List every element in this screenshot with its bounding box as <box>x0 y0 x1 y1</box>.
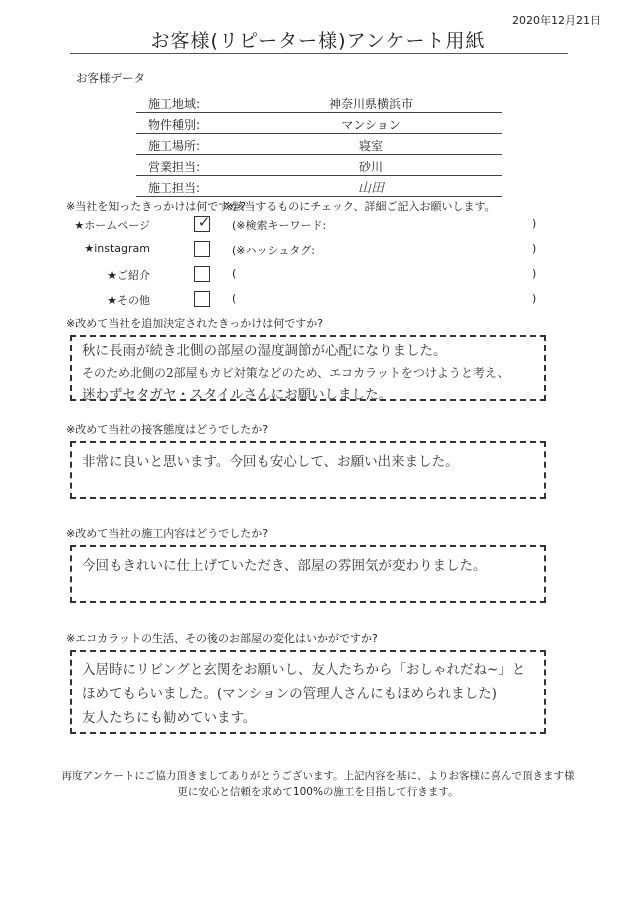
option-instagram-label: ★instagram <box>84 242 150 255</box>
q5-answer-line: 友人たちにも勧めています。 <box>82 710 257 726</box>
q5-answer-box[interactable] <box>70 650 546 734</box>
option-other-checkbox[interactable] <box>194 291 210 307</box>
option-instagram-close: ) <box>532 242 537 255</box>
q3-answer-box[interactable] <box>70 441 546 499</box>
property-type-label: 物件種別: <box>148 118 201 132</box>
title-underline <box>70 53 568 54</box>
area-label: 施工地域: <box>148 97 201 111</box>
location-value: 寝室 <box>358 139 383 153</box>
option-instagram-field: (※ハッシュタグ: <box>232 244 315 257</box>
footer-message <box>0 768 636 800</box>
option-homepage-field: (※検索キーワード: <box>232 219 327 232</box>
sales-label: 営業担当: <box>148 160 201 174</box>
q4-answer-line: 今回もきれいに仕上げていただき、部屋の雰囲気が変わりました。 <box>82 558 487 574</box>
q3-answer-line: 非常に良いと思います。今回も安心して、お願い出来ました。 <box>82 454 459 470</box>
sales-value: 砂川 <box>358 160 383 174</box>
option-referral-close: ) <box>532 267 537 280</box>
customer-row-property-type <box>136 113 502 134</box>
q2-question: ※改めて当社を追加決定されたきっかけは何ですか? <box>66 317 324 330</box>
customer-row-location <box>136 134 502 155</box>
property-type-value: マンション <box>341 118 401 132</box>
option-homepage-label: ★ホームページ <box>74 219 150 232</box>
option-referral-field: ( <box>232 267 237 280</box>
q1-question: ※当社を知ったきっかけは何ですか? <box>66 200 247 213</box>
q1-instruction: ※該当するものにチェック、詳細ご記入お願いします。 <box>224 200 496 213</box>
customer-row-area <box>136 92 502 113</box>
q5-answer-line: ほめてもらいました。(マンションの管理人さんにもほめられました) <box>82 686 497 702</box>
q4-question: ※改めて当社の施工内容はどうでしたか? <box>66 527 269 540</box>
q3-question: ※改めて当社の接客態度はどうでしたか? <box>66 423 269 436</box>
customer-data-label: お客様データ <box>76 71 145 85</box>
check-mark-icon: ✓ <box>197 213 211 231</box>
option-other-close: ) <box>532 292 537 305</box>
installer-label: 施工担当: <box>148 181 201 195</box>
customer-data-table <box>136 92 502 197</box>
footer-line: 更に安心と信頼を求めて100%の施工を目指して行きます。 <box>177 786 459 798</box>
location-label: 施工場所: <box>148 139 201 153</box>
q2-answer-box[interactable] <box>70 335 546 401</box>
q4-answer-box[interactable] <box>70 545 546 603</box>
option-referral-checkbox[interactable] <box>194 266 210 282</box>
footer-line: 再度アンケートにご協力頂きましてありがとうございます。上記内容を基に、よりお客様に喜んで頂きます様 <box>61 770 575 782</box>
q2-answer-line: そのため北側の2部屋もカビ対策などのため、エコカラットをつけようと考え、 <box>82 366 510 380</box>
option-homepage-close: ) <box>532 217 537 230</box>
option-other-label: ★その他 <box>107 294 150 307</box>
option-referral-label: ★ご紹介 <box>107 269 150 282</box>
q2-answer-line: 秋に長雨が続き北側の部屋の湿度調節が心配になりました。 <box>82 343 447 359</box>
option-other <box>0 292 636 312</box>
customer-row-installer <box>136 176 502 197</box>
survey-date: 2020年12月21日 <box>512 14 601 27</box>
installer-value: 山田 <box>357 181 384 196</box>
option-homepage <box>0 213 636 237</box>
area-value: 神奈川県横浜市 <box>328 97 413 111</box>
q5-answer-line: 入居時にリビングと玄関をお願いし、友人たちから「おしゃれだね~」と <box>82 662 526 678</box>
page-title: お客様(リピーター様)アンケート用紙 <box>150 30 486 52</box>
option-referral <box>0 267 636 287</box>
option-other-field: ( <box>232 292 237 305</box>
option-instagram-checkbox[interactable] <box>194 241 210 257</box>
q2-answer-line: 迷わずセタガヤ・スタイルさんにお願いしました。 <box>82 387 393 403</box>
option-instagram <box>0 242 636 262</box>
customer-row-sales <box>136 155 502 176</box>
q5-question: ※エコカラットの生活、その後のお部屋の変化はいかがですか? <box>66 632 378 645</box>
